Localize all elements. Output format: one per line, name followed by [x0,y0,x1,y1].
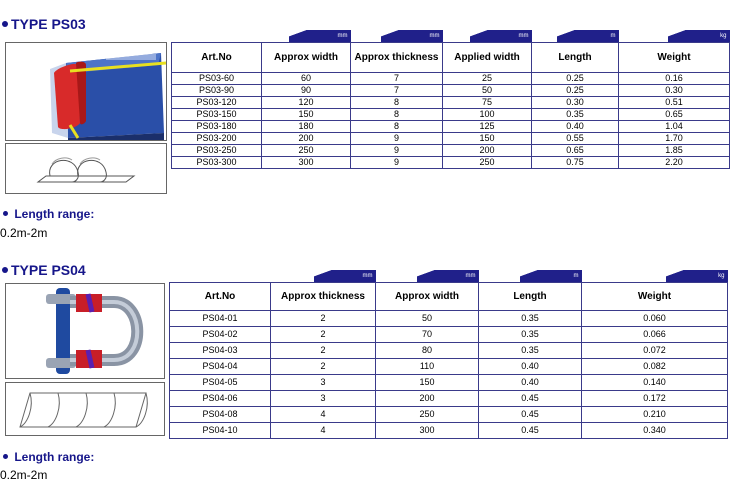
table-cell: 0.072 [582,343,728,359]
table-cell: 120 [262,97,351,109]
table-cell: 0.066 [582,327,728,343]
table-cell: 0.25 [532,85,619,97]
table-cell: 3 [271,391,376,407]
bullet-icon [3,211,8,216]
table-cell: 75 [443,97,532,109]
table-cell: 2 [271,327,376,343]
table-cell: PS03-120 [172,97,262,109]
table-cell: PS04-08 [170,407,271,423]
table-row [170,327,728,343]
table-cell: PS04-10 [170,423,271,439]
ps04-length-range [3,450,94,464]
table-row [170,375,728,391]
table-row [172,133,730,145]
table-cell: 250 [443,157,532,169]
ps03-spec-table [171,28,730,169]
bullet-icon [3,454,8,459]
ps03-product-photo [5,42,167,141]
table-row [172,121,730,133]
table-cell: 300 [262,157,351,169]
table-cell: 4 [271,423,376,439]
column-header: Approx width [262,43,351,73]
bullet-icon [2,267,8,273]
table-row [170,311,728,327]
table-cell: PS04-04 [170,359,271,375]
table-cell: PS03-180 [172,121,262,133]
table-row [172,109,730,121]
sleeve-sketch-image [6,383,164,435]
table-cell: 110 [376,359,479,375]
table-row [172,73,730,85]
table-cell: 0.75 [532,157,619,169]
table-cell: 0.340 [582,423,728,439]
table-cell: 0.40 [479,359,582,375]
table-cell: 0.40 [479,375,582,391]
ps04-title-row [2,262,86,278]
unit-label: mm [362,273,373,279]
table-cell: 9 [351,157,443,169]
table-cell: 50 [443,85,532,97]
table-cell: 150 [376,375,479,391]
table-cell: 0.060 [582,311,728,327]
table-cell: 1.85 [619,145,730,157]
table-cell: 250 [262,145,351,157]
unit-label: mm [465,273,476,279]
table-row [172,85,730,97]
table-cell: 50 [376,311,479,327]
table-cell: 0.210 [582,407,728,423]
table-cell: 0.35 [479,311,582,327]
ps04-range-value: 0.2m-2m [0,468,48,482]
table-row [172,157,730,169]
ps03-title: TYPE PS03 [11,16,86,32]
range-label: Length range: [14,450,95,464]
column-header: Applied width [443,43,532,73]
table-cell: 0.082 [582,359,728,375]
unit-label: mm [337,33,348,39]
unit-label: mm [429,33,440,39]
ps04-title: TYPE PS04 [11,262,86,278]
column-header: Approx thickness [271,283,376,311]
table-cell: PS03-150 [172,109,262,121]
table-cell: 7 [351,73,443,85]
table-row [170,391,728,407]
shackle-with-sleeve-image [6,284,164,378]
table-cell: PS03-60 [172,73,262,85]
table-cell: PS03-250 [172,145,262,157]
unit-row [170,268,728,283]
table-cell: 0.30 [532,97,619,109]
ps03-length-range [3,207,94,221]
table-row [170,407,728,423]
table-cell: 0.35 [532,109,619,121]
table-cell: 0.51 [619,97,730,109]
bullet-icon [2,21,8,27]
table-cell: 200 [262,133,351,145]
ps03-range-value: 0.2m-2m [0,226,48,240]
table-row [170,359,728,375]
column-header: Approx width [376,283,479,311]
table-cell: 2 [271,343,376,359]
table-cell: 200 [443,145,532,157]
column-header: Weight [619,43,730,73]
table-cell: 300 [376,423,479,439]
table-cell: 0.35 [479,343,582,359]
table-cell: 7 [351,85,443,97]
table-cell: 250 [376,407,479,423]
table-cell: PS03-300 [172,157,262,169]
unit-label: m [610,33,616,39]
table-cell: 9 [351,133,443,145]
unit-label: kg [718,273,725,279]
ps04-product-photo [5,283,165,379]
table-cell: PS04-01 [170,311,271,327]
header-row [170,283,728,311]
table-cell: 0.40 [532,121,619,133]
table-cell: 100 [443,109,532,121]
table-cell: 2.20 [619,157,730,169]
range-label: Length range: [14,207,95,221]
column-header: Length [532,43,619,73]
column-header: Art.No [172,43,262,73]
table-cell: PS04-05 [170,375,271,391]
table-cell: 2 [271,359,376,375]
ps03-title-row [2,16,86,32]
table-cell: 1.70 [619,133,730,145]
table-cell: 8 [351,121,443,133]
table-cell: 180 [262,121,351,133]
table-cell: 0.45 [479,391,582,407]
table-cell: 8 [351,97,443,109]
table-cell: 9 [351,145,443,157]
table-cell: 4 [271,407,376,423]
table-cell: 60 [262,73,351,85]
table-cell: 0.45 [479,423,582,439]
table-cell: 150 [262,109,351,121]
table-cell: PS03-200 [172,133,262,145]
table-cell: 1.04 [619,121,730,133]
table-cell: 0.25 [532,73,619,85]
ps04-spec-table [169,268,728,439]
unit-label: kg [720,33,727,39]
table-cell: 0.55 [532,133,619,145]
table-cell: PS04-03 [170,343,271,359]
table-cell: 0.16 [619,73,730,85]
unit-label: m [573,273,579,279]
ps04-drawing [5,382,165,436]
table-cell: 8 [351,109,443,121]
table-cell: 200 [376,391,479,407]
column-header: Approx thickness [351,43,443,73]
table-row [170,423,728,439]
table-row [170,343,728,359]
table-cell: 0.45 [479,407,582,423]
table-cell: 150 [443,133,532,145]
table-cell: 80 [376,343,479,359]
table-cell: 2 [271,311,376,327]
table-cell: 25 [443,73,532,85]
table-row [172,145,730,157]
table-cell: 70 [376,327,479,343]
table-row [172,97,730,109]
table-cell: 90 [262,85,351,97]
table-cell: PS04-06 [170,391,271,407]
sleeve-on-block-image [6,43,166,140]
column-header: Length [479,283,582,311]
header-row [172,43,730,73]
table-cell: 0.65 [532,145,619,157]
ps03-drawing [5,143,167,194]
sleeve-sketch-image [6,144,166,193]
unit-label: mm [518,33,529,39]
table-cell: 0.30 [619,85,730,97]
table-cell: 0.35 [479,327,582,343]
table-cell: 0.65 [619,109,730,121]
column-header: Weight [582,283,728,311]
table-cell: PS04-02 [170,327,271,343]
table-cell: 125 [443,121,532,133]
table-cell: PS03-90 [172,85,262,97]
column-header: Art.No [170,283,271,311]
unit-row [172,28,730,43]
table-cell: 3 [271,375,376,391]
table-cell: 0.140 [582,375,728,391]
table-cell: 0.172 [582,391,728,407]
